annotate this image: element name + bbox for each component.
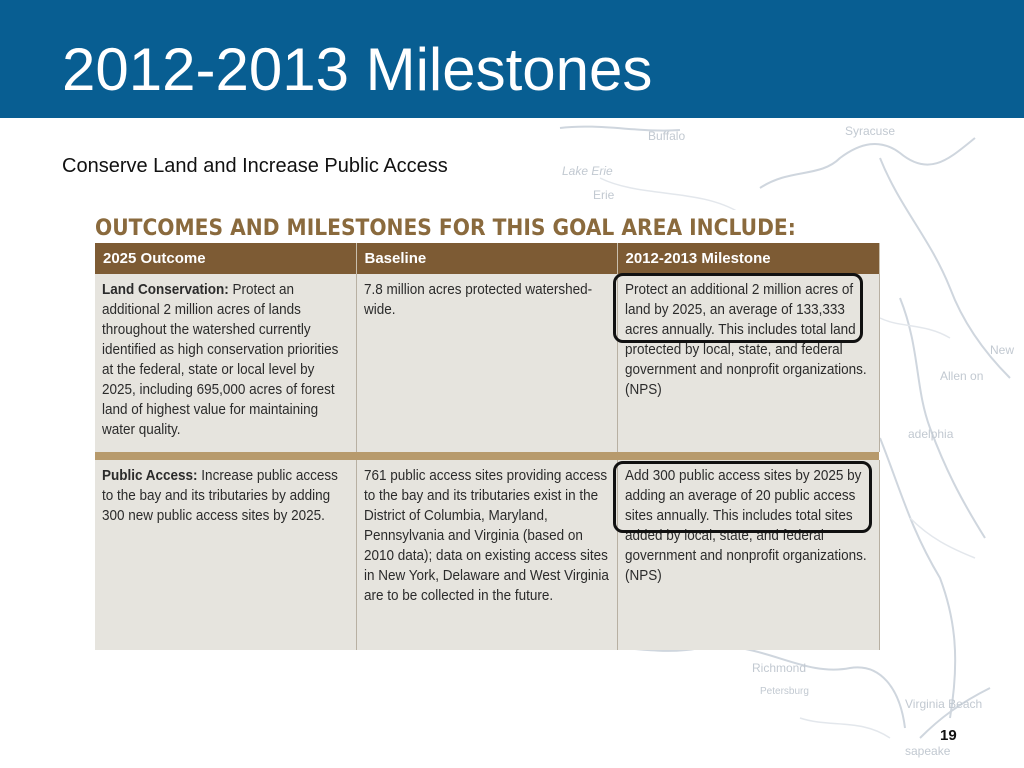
row-divider-cell [356, 452, 617, 460]
row-divider-cell [617, 452, 879, 460]
map-label-chesapeake: sapeake [905, 744, 951, 758]
row-divider [95, 452, 879, 460]
milestone-text: Add 300 public access sites by 2025 by adding an average of 20 public access sites annually. This includes total sites added by local, state, and federal government and nonprofit organizations. (NPS) [624, 467, 867, 584]
outcome-text [102, 466, 348, 526]
map-label-syracuse: Syracuse [845, 124, 896, 138]
milestone-highlight-box [613, 461, 872, 533]
map-label-richmond: Richmond [752, 661, 807, 675]
panel-heading: OUTCOMES AND MILESTONES FOR THIS GOAL AREA INCLUDE: [95, 216, 796, 241]
baseline-text: 7.8 million acres protected watershed-wide. [363, 281, 592, 318]
outcome-lead: Land Conservation: [102, 281, 229, 298]
baseline-text: 761 public access sites providing access to the bay and its tributaries exist in the District of Columbia, Maryland, Pennsylvania and Virginia (based on 2010 data); data on existing access sites in New York, Delaware and West Virginia are to be collected in the future. [363, 467, 609, 604]
milestone-highlight-box [613, 273, 863, 343]
outcome-description: Protect an additional 2 million acres of lands throughout the watershed currently identified as high conservation priorities at the federal, state or local level by 2025, including 695,000 acres of forest land of highest value for maintaining water quality. [102, 281, 339, 438]
outcome-text [102, 280, 348, 440]
slide-title: 2012-2013 Milestones [62, 36, 653, 103]
title-bar [0, 0, 1024, 118]
column-header-baseline: Baseline [356, 243, 617, 274]
outcome-description: Increase public access to the bay and its tributaries by adding 300 new public access sites by 2025. [102, 467, 338, 524]
map-label-new: New [990, 343, 1015, 357]
milestone-text: Protect an additional 2 million acres of land by 2025, an average of 133,333 acres annually. This includes total land protected by local, state, and federal government and nonprofit organizations. (NPS) [624, 281, 867, 398]
map-label-philadelphia: adelphia [908, 427, 954, 441]
map-label-lake-erie: Lake Erie [562, 164, 613, 178]
baseline-cell [356, 460, 617, 650]
outcome-lead: Public Access: [102, 467, 198, 484]
baseline-cell [356, 274, 617, 452]
row-divider-cell [95, 452, 356, 460]
table-header-row [95, 243, 879, 274]
map-label-erie: Erie [593, 188, 615, 202]
column-header-milestone: 2012-2013 Milestone [617, 243, 879, 274]
column-header-outcome: 2025 Outcome [95, 243, 356, 274]
outcome-cell [95, 274, 356, 452]
outcome-cell [95, 460, 356, 650]
map-label-buffalo: Buffalo [648, 129, 686, 143]
slide-subtitle: Conserve Land and Increase Public Access [62, 155, 448, 177]
map-label-petersburg: Petersburg [760, 686, 809, 697]
map-label-virginia-beach: Virginia Beach [905, 697, 983, 711]
page-number: 19 [940, 727, 957, 744]
map-label-allentown: Allen on [940, 369, 984, 383]
